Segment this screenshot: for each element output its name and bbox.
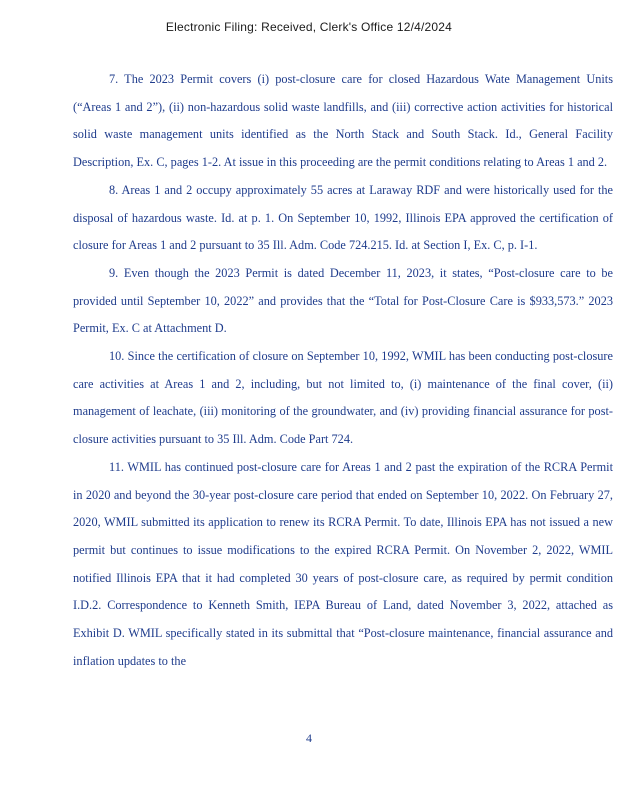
- paragraph-11: 11. WMIL has continued post-closure care for Areas 1 and 2 past the expiration of the RCRA Permit in 2020 and beyond the 30-year post-closure care period that ended on September 10, 2022. On February 27, 2020, WMIL submitted its application to renew its RCRA Permit. To date, Illinois EPA has not issued a new permit but continues to issue modifications to the expired RCRA Permit. On November 2, 2022, WMIL notified Illinois EPA that it had completed 30 years of post-closure care, as required by permit condition I.D.2. Correspondence to Kenneth Smith, IEPA Bureau of Land, dated November 3, 2022, attached as Exhibit D. WMIL specifically stated in its submittal that “Post-closure maintenance, financial assurance and inflation updates to the: [73, 459, 613, 668]
- page-number: 4: [306, 731, 312, 745]
- document-body: [73, 66, 613, 675]
- paragraph-9: 9. Even though the 2023 Permit is dated December 11, 2023, it states, “Post-closure care to be provided until September 10, 2022” and provides that the “Total for Post-Closure Care is $933,573.” 2023 Permit, Ex. C at Attachment D.: [73, 265, 613, 336]
- filing-stamp-header: Electronic Filing: Received, Clerk's Office 12/4/2024: [165, 20, 453, 34]
- paragraph-10: 10. Since the certification of closure on September 10, 1992, WMIL has been conducting post-closure care activities at Areas 1 and 2, including, but not limited to, (i) maintenance of the final cover, (ii) management of leachate, (iii) monitoring of the groundwater, and (iv) providing financial assurance for post-closure activities pursuant to 35 Ill. Adm. Code Part 724.: [73, 349, 613, 447]
- paragraph-8: 8. Areas 1 and 2 occupy approximately 55 acres at Laraway RDF and were historically used for the disposal of hazardous waste. Id. at p. 1. On September 10, 1992, Illinois EPA approved the certification of closure for Areas 1 and 2 pursuant to 35 Ill. Adm. Code 724.215. Id. at Section I, Ex. C, p. I-1.: [73, 182, 613, 253]
- paragraph-7: 7. The 2023 Permit covers (i) post-closure care for closed Hazardous Wate Management Units (“Areas 1 and 2”), (ii) non-hazardous solid waste landfills, and (iii) corrective action activities for historical solid waste management units identified as the North Stack and South Stack. Id., General Facility Description, Ex. C, pages 1-2. At issue in this proceeding are the permit conditions relating to Areas 1 and 2.: [73, 72, 613, 170]
